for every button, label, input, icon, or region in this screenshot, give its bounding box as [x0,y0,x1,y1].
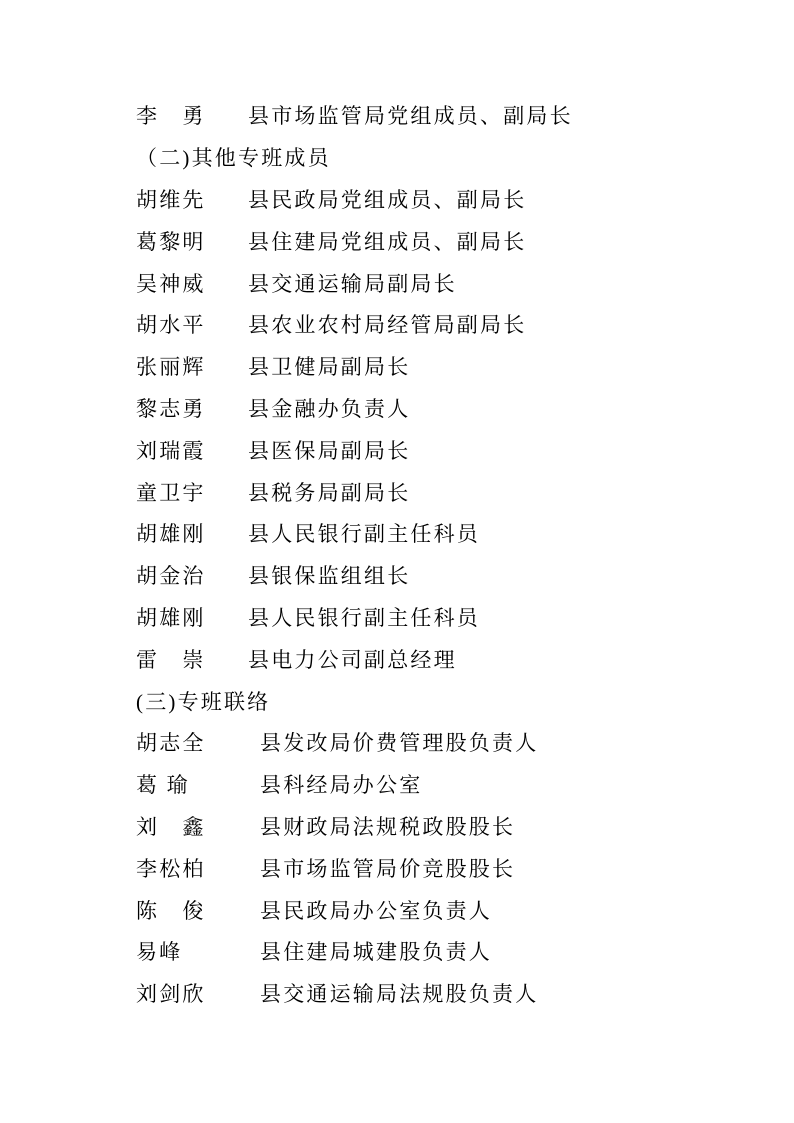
roster-row [136,556,736,598]
person-name: 刘 鑫 [136,814,206,839]
roster-row [136,598,736,640]
roster-row [136,472,736,514]
section-heading-text: (三)专班联络 [136,689,271,714]
person-title: 县住建局党组成员、副局长 [248,229,527,254]
person-title: 县住建局城建股负责人 [260,940,492,965]
person-title: 县民政局党组成员、副局长 [248,187,527,212]
person-name: 胡雄刚 [136,605,206,630]
section-heading [136,138,736,180]
roster-row [136,180,736,222]
person-name: 李 勇 [136,104,206,129]
person-name: 李松柏 [136,856,206,881]
roster-row [136,430,736,472]
person-name: 胡维先 [136,187,206,212]
person-title: 县银保监组组长 [248,564,411,589]
person-title: 县发改局价费管理股负责人 [260,731,539,756]
person-name: 葛 瑜 [136,773,190,798]
person-title: 县科经局办公室 [260,773,423,798]
person-title: 县人民银行副主任科员 [248,522,480,547]
roster-row [136,96,736,138]
roster-row [136,848,736,890]
person-name: 黎志勇 [136,396,206,421]
personnel-roster [136,96,736,1016]
person-name: 张丽辉 [136,355,206,380]
person-title: 县税务局副局长 [248,480,411,505]
person-name: 陈 俊 [136,898,206,923]
roster-row [136,639,736,681]
person-name: 刘剑欣 [136,982,206,1007]
roster-row [136,305,736,347]
section-heading [136,681,736,723]
person-title: 县市场监管局党组成员、副局长 [248,104,573,129]
roster-row [136,765,736,807]
person-name: 刘瑞霞 [136,438,206,463]
roster-row [136,514,736,556]
person-title: 县市场监管局价竞股股长 [260,856,516,881]
section-heading-text: （二)其他专班成员 [136,146,331,171]
person-title: 县交通运输局法规股负责人 [260,982,539,1007]
person-title: 县民政局办公室负责人 [260,898,492,923]
roster-row [136,263,736,305]
person-name: 雷 崇 [136,647,206,672]
person-title: 县交通运输局副局长 [248,271,457,296]
person-name: 易峰 [136,940,183,965]
person-title: 县医保局副局长 [248,438,411,463]
person-name: 胡水平 [136,313,206,338]
person-title: 县电力公司副总经理 [248,647,457,672]
roster-row [136,221,736,263]
roster-row [136,723,736,765]
person-title: 县卫健局副局长 [248,355,411,380]
person-title: 县农业农村局经管局副局长 [248,313,527,338]
roster-row [136,974,736,1016]
person-name: 童卫宇 [136,480,206,505]
roster-row [136,932,736,974]
roster-row [136,807,736,849]
person-name: 胡志全 [136,731,206,756]
person-name: 胡雄刚 [136,522,206,547]
person-title: 县金融办负责人 [248,396,411,421]
person-name: 胡金治 [136,564,206,589]
person-name: 葛黎明 [136,229,206,254]
person-title: 县人民银行副主任科员 [248,605,480,630]
roster-row [136,389,736,431]
roster-row [136,347,736,389]
roster-row [136,890,736,932]
person-title: 县财政局法规税政股股长 [260,814,516,839]
person-name: 吴神威 [136,271,206,296]
